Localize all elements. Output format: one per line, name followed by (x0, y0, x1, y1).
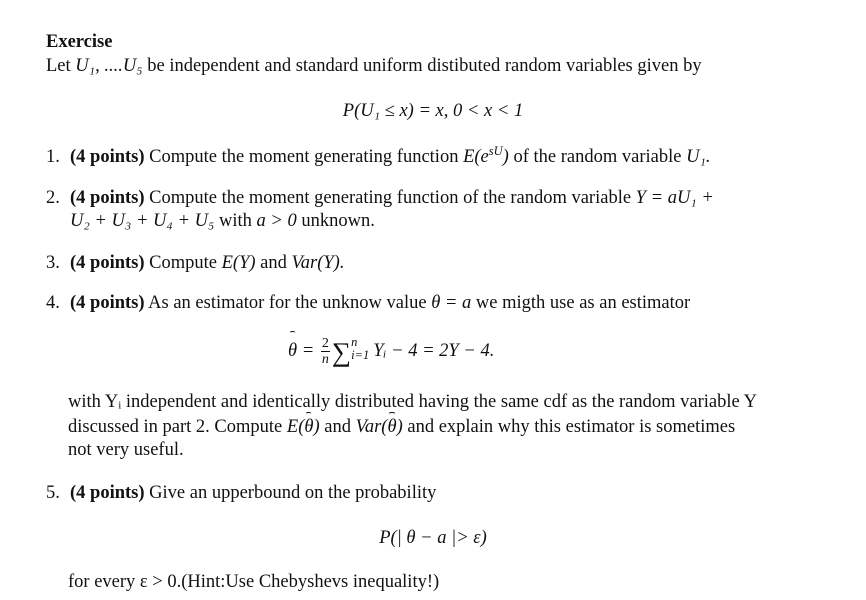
item-3: 3. (4 points) Compute E(Y) and Var(Y). (46, 253, 345, 273)
item-5-hint: for every ε > 0.(Hint:Use Chebyshevs inequality!) (68, 572, 440, 592)
item-5: 5. (4 points) Give an upperbound on the probability (46, 483, 437, 503)
intro-line: Let U₁, ....U₅ be independent and standard uniform distibuted random variables given by (46, 56, 702, 76)
item-4: 4. (4 points) As an estimator for the unknow value θ = a we migth use as an estimator (46, 293, 691, 313)
cdf-equation: P(U₁ ≤ x) = x, 0 < x < 1 (342, 101, 524, 121)
exercise-heading: Exercise (46, 32, 113, 52)
item-2-line-2: U₂ + U₃ + U₄ + U₅ with a > 0 unknown. (70, 211, 375, 231)
item-1: 1. (4 points) Compute the moment generating function $E(e^{sU})$ of the random variable U₁. (46, 143, 711, 167)
item-4-para-2: discussed in part 2. Compute E(θ) and Var(θ) and explain why this estimator is sometimes (68, 417, 736, 437)
probability-equation: P(| θ − a |> ε) (379, 528, 487, 548)
item-4-para-1: with Yᵢ independent and identically distributed having the same cdf as the random variable Y (68, 392, 758, 412)
item-2-line-1: 2. (4 points) Compute the moment generating function of the random variable Y = aU₁ + (46, 188, 714, 208)
item-4-para-3: not very useful. (68, 440, 184, 460)
estimator-equation: θ = $\frac{2}{n}$ ∑ n i=1 Yᵢ − 4 = 2Y − 4. (288, 334, 495, 368)
